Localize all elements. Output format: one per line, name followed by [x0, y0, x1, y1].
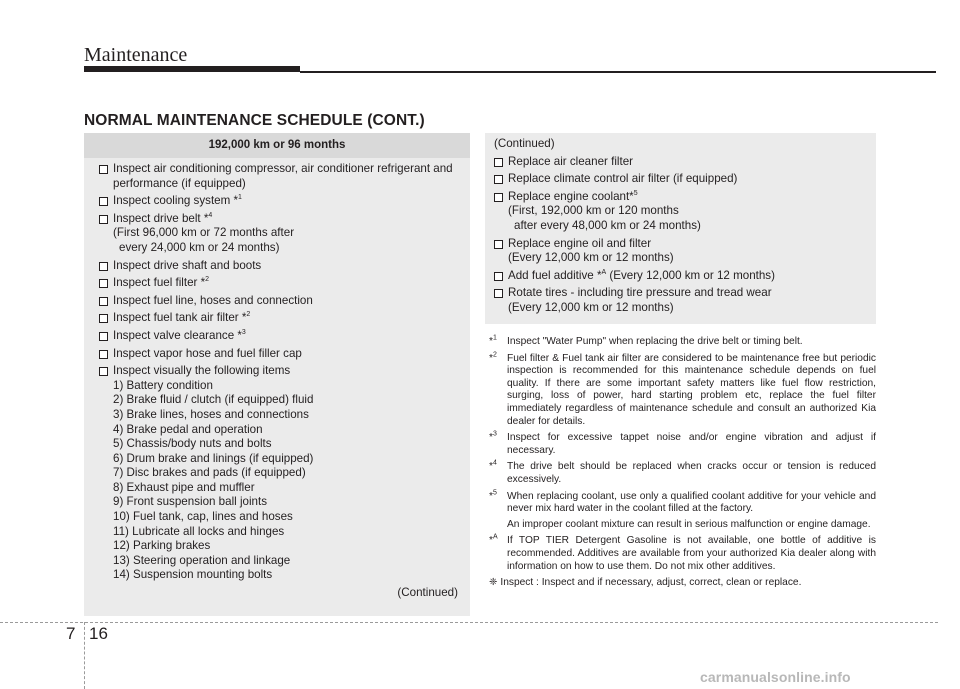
- list-item: [99, 162, 462, 191]
- item-note: (First 96,000 km or 72 months after: [113, 226, 295, 240]
- item-text: Replace engine coolant*: [508, 189, 634, 203]
- item-text: Inspect vapor hose and fuel filler cap: [113, 346, 302, 360]
- footnote-ref: 2: [205, 276, 210, 284]
- footnote-mark: *$^5$: [489, 489, 497, 502]
- item-note: (First, 192,000 km or 120 months: [508, 204, 679, 218]
- item-text: Inspect drive shaft and boots: [113, 258, 262, 272]
- checkbox-icon: [99, 297, 108, 306]
- checkbox-icon: [99, 215, 108, 224]
- footnote: [485, 535, 876, 573]
- footnote: [485, 491, 876, 532]
- list-item: [494, 155, 868, 170]
- sub-item: 6) Drum brake and linings (if equipped): [113, 451, 314, 465]
- footnote-ref: 5: [633, 189, 638, 197]
- footnote-ref: 2: [246, 311, 251, 319]
- footnote-mark: *$^3$: [489, 430, 497, 444]
- item-text: Inspect air conditioning compressor, air conditioner refrigerant and: [113, 162, 453, 175]
- item-text: Inspect valve clearance *: [113, 328, 242, 342]
- footnote-text: Inspect "Water Pump" when replacing the drive belt or timing belt.: [507, 336, 803, 347]
- checkbox-icon: [494, 240, 503, 249]
- checkbox-icon: [99, 314, 108, 323]
- checkbox-icon: [99, 262, 108, 271]
- checkbox-icon: [494, 158, 503, 167]
- footnote: [485, 461, 876, 486]
- footnote: [485, 432, 876, 457]
- list-item: [99, 311, 462, 326]
- visual-inspection-list: [113, 379, 462, 583]
- left-items: [84, 158, 470, 601]
- item-note: every 24,000 km or 24 months): [119, 240, 280, 254]
- checkbox-icon: [494, 193, 503, 202]
- item-text: Inspect fuel tank air filter *: [113, 311, 247, 325]
- item-text: Replace engine oil and filter: [508, 236, 652, 250]
- sub-item: 2) Brake fluid / clutch (if equipped) fluid: [113, 393, 314, 407]
- interval-heading: 192,000 km or 96 months: [84, 133, 470, 158]
- footnote-ref: 3: [241, 329, 246, 337]
- checkbox-icon: [494, 272, 503, 281]
- footnote: [485, 353, 876, 429]
- footnote-ref: A: [601, 268, 607, 276]
- schedule-panel-right: [485, 133, 876, 324]
- chapter-header: Maintenance: [84, 44, 188, 66]
- item-note: (Every 12,000 km or 12 months): [508, 251, 674, 265]
- list-item: [99, 347, 462, 362]
- sub-item: 10) Fuel tank, cap, lines and hoses: [113, 510, 293, 524]
- list-item: [494, 237, 868, 266]
- item-text: Inspect fuel line, hoses and connection: [113, 293, 313, 307]
- footnote-text: If TOP TIER Detergent Gasoline is not available, one bottle of additive is recommended. Additives are available from your authorized Kia dealer along with information on how to use them. Do not mix other additives.: [507, 535, 876, 572]
- section-title: NORMAL MAINTENANCE SCHEDULE (CONT.): [84, 112, 425, 129]
- watermark: carmanualsonline.info: [700, 669, 851, 685]
- item-text: Replace climate control air filter (if equipped): [508, 172, 738, 186]
- header-rule-thick: [84, 66, 300, 72]
- footer-divider-vertical: [84, 622, 85, 689]
- footnote-text: An improper coolant mixture can result in serious malfunction or engine damage.: [507, 518, 871, 530]
- item-text: Inspect cooling system *: [113, 194, 239, 208]
- sub-item: 3) Brake lines, hoses and connections: [113, 407, 309, 421]
- checkbox-icon: [99, 332, 108, 341]
- header-rule-thin: [300, 71, 936, 73]
- checkbox-icon: [99, 367, 108, 376]
- footnote: [485, 336, 876, 349]
- footnote-text: Inspect for excessive tappet noise and/or engine vibration and adjust if necessary.: [507, 432, 876, 456]
- inspect-legend: ❈ Inspect : Inspect and if necessary, adjust, correct, clean or replace.: [489, 577, 802, 589]
- item-text: Replace air cleaner filter: [508, 154, 634, 168]
- sub-item: 14) Suspension mounting bolts: [113, 568, 273, 582]
- item-note: (Every 12,000 km or 12 months): [508, 300, 674, 314]
- footer-divider: [0, 622, 938, 623]
- sub-item: 13) Steering operation and linkage: [113, 553, 291, 567]
- checkbox-icon: [99, 165, 108, 174]
- checkbox-icon: [494, 175, 503, 184]
- list-item: [99, 194, 462, 209]
- list-item: [99, 259, 462, 274]
- sub-item: 1) Battery condition: [113, 378, 213, 392]
- sub-item: 11) Lubricate all locks and hinges: [113, 524, 285, 538]
- footnote-text: Fuel filter & Fuel tank air filter are considered to be maintenance free but periodic inspection is recommended for this maintenance schedule depends on fuel quality. If there are some important safety matters like fuel flow restriction, surging, loss of power, hard starting problem etc, replace the fuel filter immediately regardless of maintenance schedule and consult an authorized Kia dealer for details.: [507, 352, 876, 427]
- footnote-mark: *$^4$: [489, 459, 497, 473]
- sub-item: 7) Disc brakes and pads (if equipped): [113, 466, 306, 480]
- list-item: [99, 276, 462, 291]
- checkbox-icon: [99, 350, 108, 359]
- chapter-number: 7: [66, 624, 76, 643]
- checkbox-icon: [99, 197, 108, 206]
- list-item: [99, 294, 462, 309]
- footnote-ref: 4: [208, 211, 213, 219]
- footnote-text: The drive belt should be replaced when cracks occur or tension is reduced excessively.: [507, 461, 876, 485]
- sub-item: 5) Chassis/body nuts and bolts: [113, 437, 272, 451]
- list-item: [99, 364, 462, 583]
- sub-item: 9) Front suspension ball joints: [113, 495, 268, 509]
- continued-label: (Continued): [397, 586, 458, 600]
- list-item: [494, 286, 868, 315]
- item-text: Inspect drive belt *: [113, 211, 209, 225]
- list-item: [494, 172, 868, 187]
- footnote-mark: *$^2$: [489, 351, 497, 364]
- continued-label: (Continued): [494, 137, 555, 150]
- list-item: [494, 190, 868, 234]
- list-item: [494, 269, 868, 284]
- list-item: [99, 329, 462, 344]
- checkbox-icon: [99, 279, 108, 288]
- item-text: Inspect fuel filter *: [113, 276, 206, 290]
- footnotes: [485, 336, 876, 590]
- item-note: performance (if equipped): [113, 176, 246, 190]
- item-text: Inspect visually the following items: [113, 364, 291, 378]
- sub-item: 8) Exhaust pipe and muffler: [113, 480, 255, 494]
- list-item: [99, 212, 462, 256]
- sub-item: 4) Brake pedal and operation: [113, 422, 263, 436]
- schedule-panel-left: [84, 133, 470, 616]
- checkbox-icon: [494, 289, 503, 298]
- item-text: Add fuel additive *: [508, 268, 602, 282]
- item-text: Rotate tires - including tire pressure and tread wear: [508, 286, 772, 300]
- footnote-text: When replacing coolant, use only a qualified coolant additive for your vehicle and never mix hard water in the coolant filled at the factory.: [507, 490, 876, 515]
- sub-item: 12) Parking brakes: [113, 539, 211, 553]
- footnote-mark: *$^1$: [489, 334, 497, 347]
- footnote-mark: *$^A$: [489, 533, 498, 547]
- footnote-ref: 1: [238, 194, 242, 202]
- item-note: after every 48,000 km or 24 months): [514, 218, 701, 232]
- item-note: (Every 12,000 km or 12 months): [606, 268, 775, 282]
- right-items: [485, 133, 876, 316]
- page-number: 16: [89, 624, 108, 643]
